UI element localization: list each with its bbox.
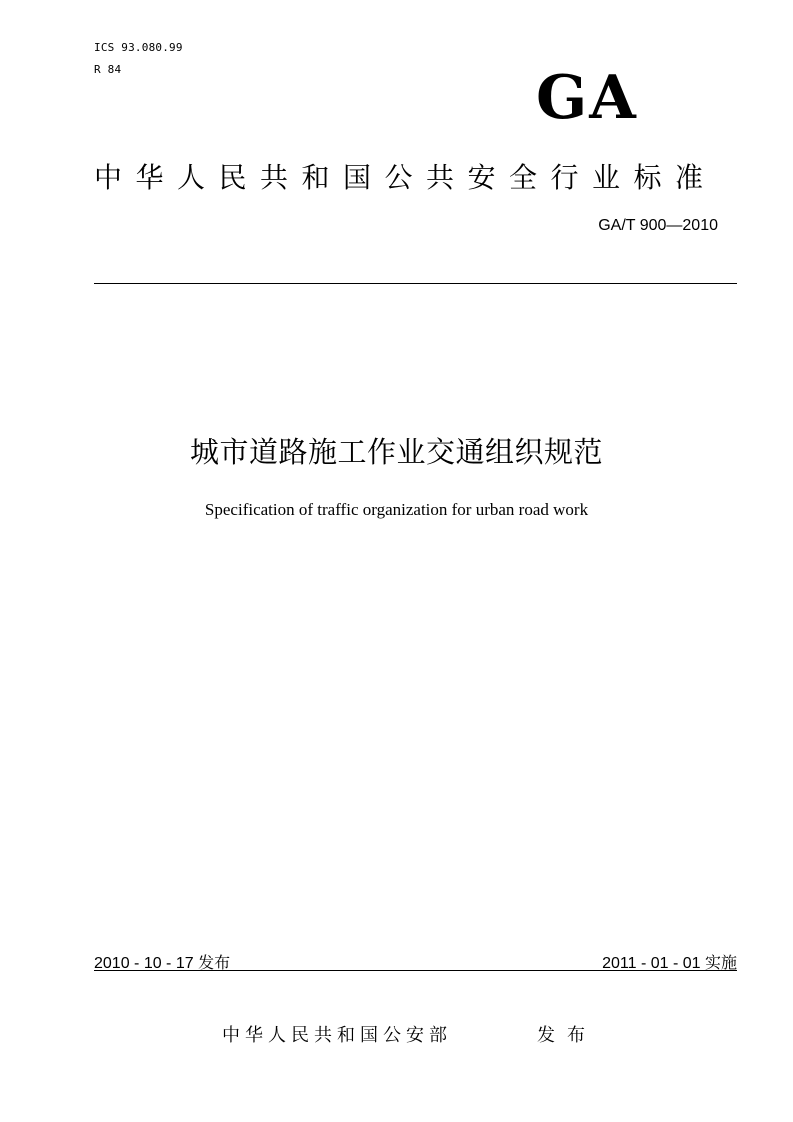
ga-logo: GA	[536, 63, 638, 133]
ministry-standard-title: 中华人民共和国公共安全行业标准	[94, 161, 717, 194]
document-title-chinese: 城市道路施工作业交通组织规范	[189, 435, 603, 469]
bottom-divider	[94, 970, 737, 971]
document-title-english: Specification of traffic organization for urban road work	[204, 500, 589, 519]
standard-number: GA/T 900—2010	[598, 217, 718, 234]
implementation-date: 2011 - 01 - 01 实施	[602, 955, 737, 972]
ics-code: ICS 93.080.99	[94, 41, 183, 54]
publish-label: 发布	[537, 1025, 597, 1046]
top-divider	[94, 283, 737, 284]
publisher-name: 中华人民共和国公安部	[222, 1025, 452, 1046]
issue-date: 2010 - 10 - 17 发布	[94, 955, 231, 972]
r-code: R 84	[94, 63, 122, 76]
